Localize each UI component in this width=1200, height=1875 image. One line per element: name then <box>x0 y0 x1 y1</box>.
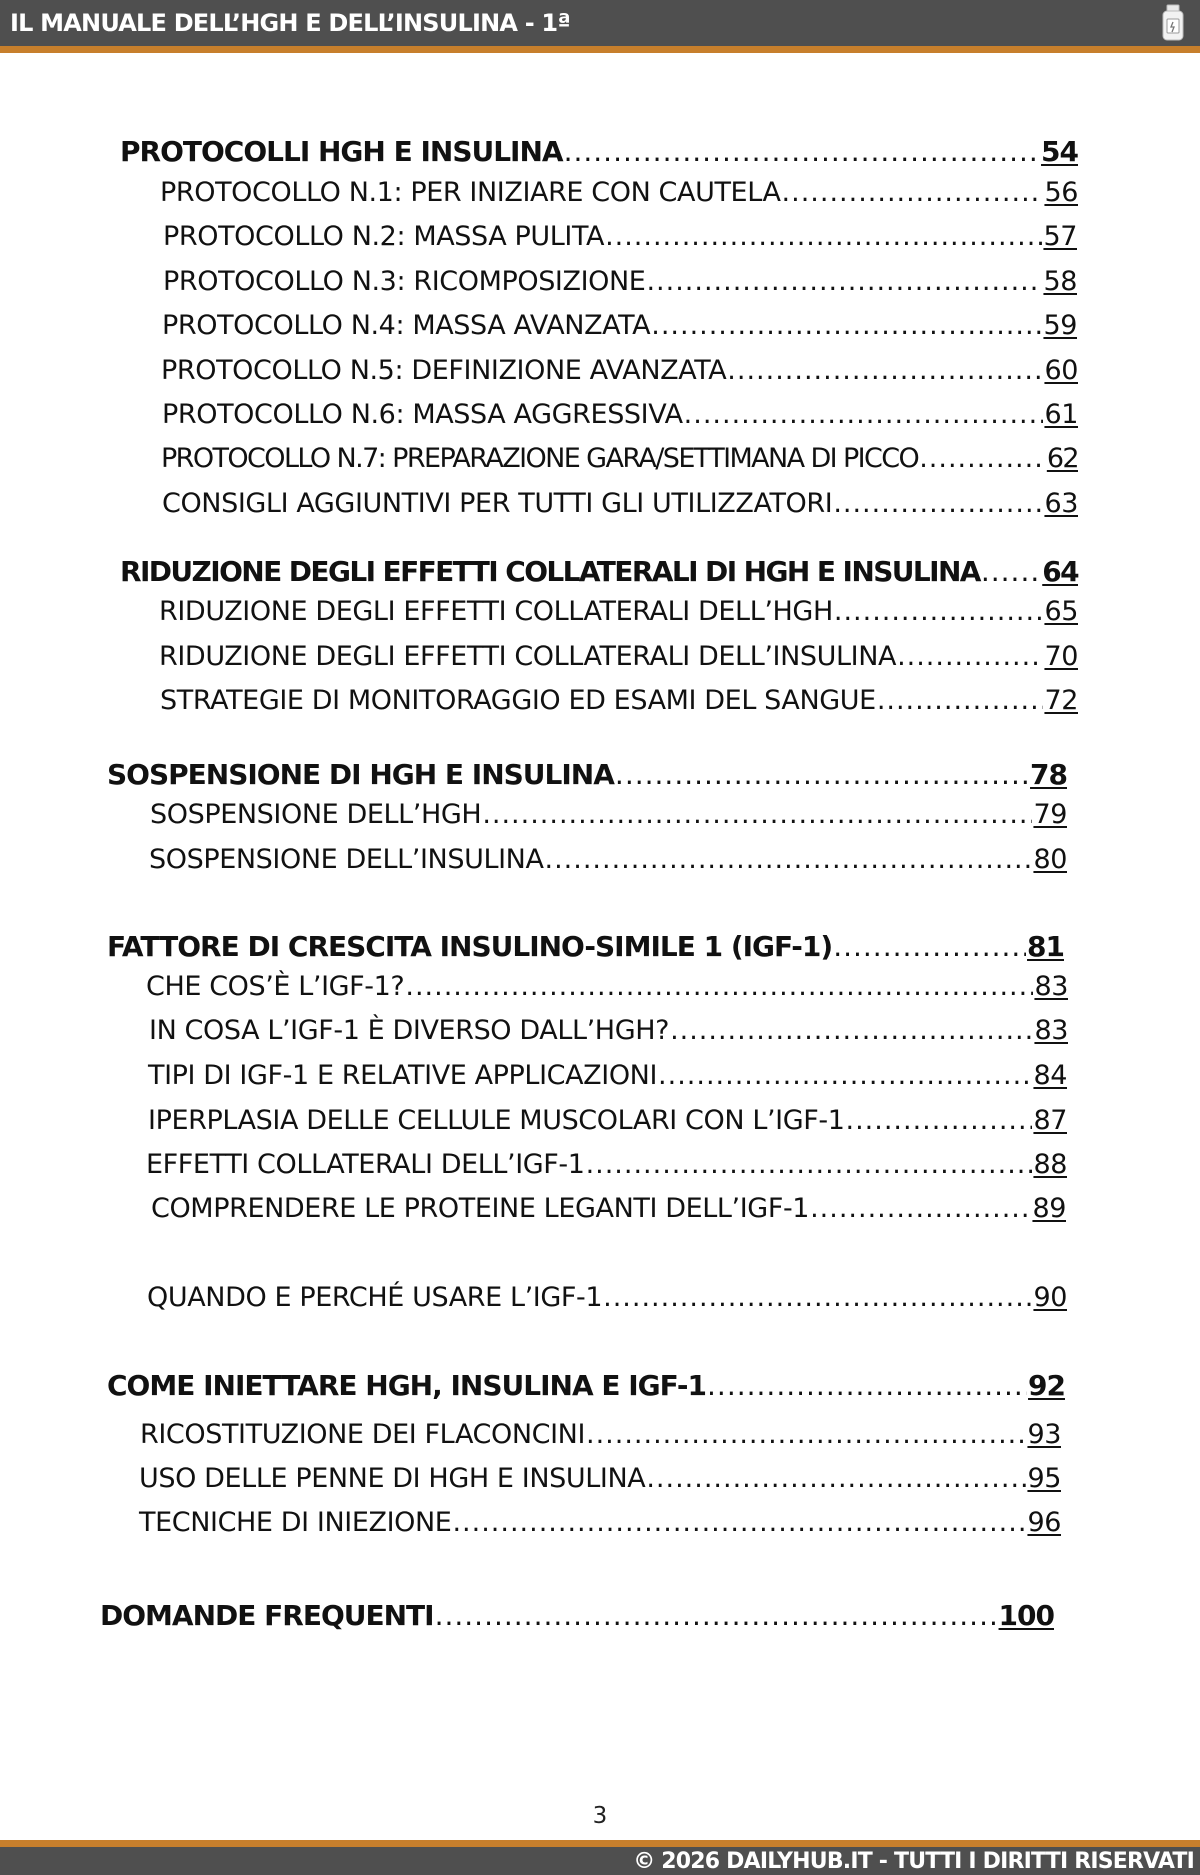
toc-item-title: TECNICHE DI INIEZIONE <box>139 1507 452 1538</box>
dot-leader <box>646 265 1042 299</box>
toc-page-link[interactable]: 60 <box>1044 355 1078 386</box>
toc-item[interactable] <box>140 1418 1061 1452</box>
dot-leader <box>684 398 1044 432</box>
toc-item[interactable] <box>148 1104 1067 1138</box>
toc-item-title: TIPI DI IGF-1 E RELATIVE APPLICAZIONI <box>148 1060 658 1091</box>
dot-leader <box>981 555 1041 589</box>
toc-page-link[interactable]: 90 <box>1033 1282 1067 1313</box>
dot-leader <box>605 220 1042 254</box>
dot-leader <box>833 930 1026 964</box>
toc-page-link[interactable]: 83 <box>1034 971 1068 1002</box>
toc-page-link[interactable]: 83 <box>1034 1015 1068 1046</box>
toc-section[interactable] <box>120 555 1078 589</box>
toc-item[interactable] <box>159 595 1078 629</box>
toc-item-title: STRATEGIE DI MONITORAGGIO ED ESAMI DEL SANGUE <box>160 685 876 716</box>
dot-leader <box>545 843 1033 877</box>
toc-section-title: FATTORE DI CRESCITA INSULINO-SIMILE 1 (IGF-1) <box>107 930 833 963</box>
toc-section-title: RIDUZIONE DEGLI EFFETTI COLLATERALI DI HGH E INSULINA <box>120 555 980 588</box>
dot-leader <box>846 1104 1033 1138</box>
toc-item-title: PROTOCOLLO N.7: PREPARAZIONE GARA/SETTIMANA DI PICCO <box>161 443 919 474</box>
toc-item-title: RICOSTITUZIONE DEI FLACONCINI <box>140 1419 586 1450</box>
toc-page-link[interactable]: 84 <box>1033 1060 1067 1091</box>
toc-item[interactable] <box>161 442 1078 476</box>
page-number: 3 <box>592 1803 608 1829</box>
toc-section-title: COME INIETTARE HGH, INSULINA E IGF-1 <box>107 1369 707 1402</box>
header-title: IL MANUALE DELL’HGH E DELL’INSULINA - 1ª <box>10 9 571 37</box>
dot-leader <box>833 487 1043 521</box>
dot-leader <box>586 1418 1026 1452</box>
toc-page-link[interactable]: 54 <box>1041 135 1078 168</box>
dot-leader <box>782 176 1044 210</box>
dot-leader <box>897 640 1043 674</box>
toc-item[interactable] <box>146 1148 1067 1182</box>
toc-item[interactable] <box>159 640 1078 674</box>
toc-item-title: RIDUZIONE DEGLI EFFETTI COLLATERALI DELL’INSULINA <box>159 641 897 672</box>
toc-page-link[interactable]: 93 <box>1027 1419 1061 1450</box>
toc-item[interactable] <box>149 843 1067 877</box>
toc-section[interactable] <box>107 758 1067 792</box>
toc-page-link[interactable]: 70 <box>1044 641 1078 672</box>
toc-item-title: IN COSA L’IGF-1 È DIVERSO DALL’HGH? <box>149 1015 670 1046</box>
page-footer <box>0 1840 1200 1875</box>
toc-item[interactable] <box>162 398 1078 432</box>
toc-item-title: SOSPENSIONE DELL’HGH <box>150 799 482 830</box>
dot-leader <box>651 309 1042 343</box>
toc-item[interactable] <box>162 487 1078 521</box>
toc-page-link[interactable]: 95 <box>1027 1463 1061 1494</box>
dot-leader <box>435 1599 998 1633</box>
toc-page-link[interactable]: 65 <box>1044 596 1078 627</box>
toc-section[interactable] <box>100 1599 1054 1633</box>
toc-page-link[interactable]: 88 <box>1033 1149 1067 1180</box>
toc-item[interactable] <box>139 1462 1061 1496</box>
dot-leader <box>615 758 1029 792</box>
dot-leader <box>586 1148 1033 1182</box>
dot-leader <box>603 1281 1032 1315</box>
toc-item[interactable] <box>139 1506 1061 1540</box>
dot-leader <box>405 970 1033 1004</box>
toc-item[interactable] <box>150 798 1067 832</box>
toc-page-link[interactable]: 100 <box>998 1599 1054 1632</box>
toc-item[interactable] <box>161 354 1078 388</box>
toc-page-link[interactable]: 80 <box>1033 844 1067 875</box>
toc-section-title: DOMANDE FREQUENTI <box>100 1599 434 1632</box>
toc-page-link[interactable]: 89 <box>1032 1193 1066 1224</box>
toc-page-link[interactable]: 64 <box>1042 555 1078 588</box>
toc-item-title: IPERPLASIA DELLE CELLULE MUSCOLARI CON L’IGF-1 <box>148 1105 845 1136</box>
toc-page-link[interactable]: 96 <box>1027 1507 1061 1538</box>
copyright-text: © 2026 DAILYHUB.IT - TUTTI I DIRITTI RISERVATI <box>633 1849 1194 1874</box>
toc-section[interactable] <box>107 1369 1065 1403</box>
dot-leader <box>727 354 1043 388</box>
toc-page-link[interactable]: 62 <box>1046 443 1078 474</box>
toc-item[interactable] <box>147 1281 1067 1315</box>
toc-page-link[interactable]: 63 <box>1044 488 1078 519</box>
toc-item-title: PROTOCOLLO N.1: PER INIZIARE CON CAUTELA <box>160 177 781 208</box>
dot-leader <box>564 135 1040 169</box>
toc-page-link[interactable]: 79 <box>1033 799 1067 830</box>
dot-leader <box>877 684 1044 718</box>
toc-item[interactable] <box>160 176 1078 210</box>
toc-section[interactable] <box>120 135 1078 169</box>
toc-item-title: RIDUZIONE DEGLI EFFETTI COLLATERALI DELL’HGH <box>159 596 833 627</box>
toc-page-link[interactable]: 57 <box>1043 221 1077 252</box>
toc-item[interactable] <box>163 220 1077 254</box>
toc-item-title: EFFETTI COLLATERALI DELL’IGF-1 <box>146 1149 585 1180</box>
toc-page-link[interactable]: 56 <box>1044 177 1078 208</box>
toc-item[interactable] <box>148 1059 1067 1093</box>
toc-item-title: COMPRENDERE LE PROTEINE LEGANTI DELL’IGF-1 <box>151 1193 810 1224</box>
toc-item[interactable] <box>163 265 1077 299</box>
dot-leader <box>810 1192 1031 1226</box>
toc-item[interactable] <box>160 684 1078 718</box>
toc-item-title: PROTOCOLLO N.2: MASSA PULITA <box>163 221 605 252</box>
toc-item-title: PROTOCOLLO N.4: MASSA AVANZATA <box>162 310 651 341</box>
toc-page-link[interactable]: 92 <box>1028 1369 1065 1402</box>
dot-leader <box>482 798 1032 832</box>
toc-item-title: QUANDO E PERCHÉ USARE L’IGF-1 <box>147 1282 603 1313</box>
toc-item-title: PROTOCOLLO N.5: DEFINIZIONE AVANZATA <box>161 355 727 386</box>
toc-item-title: PROTOCOLLO N.3: RICOMPOSIZIONE <box>163 266 646 297</box>
toc-page-link[interactable]: 61 <box>1044 399 1078 430</box>
toc-section[interactable] <box>107 930 1064 964</box>
dot-leader <box>452 1506 1026 1540</box>
toc-item[interactable] <box>146 970 1068 1004</box>
toc-page-link[interactable]: 58 <box>1043 266 1077 297</box>
dot-leader <box>658 1059 1032 1093</box>
dot-leader <box>834 595 1044 629</box>
toc-section-title: SOSPENSIONE DI HGH E INSULINA <box>107 758 614 791</box>
toc-item-title: PROTOCOLLO N.6: MASSA AGGRESSIVA <box>162 399 683 430</box>
toc-item[interactable] <box>162 309 1077 343</box>
dot-leader <box>670 1014 1033 1048</box>
toc-item-title: CONSIGLI AGGIUNTIVI PER TUTTI GLI UTILIZZATORI <box>162 488 833 519</box>
toc-page-link[interactable]: 87 <box>1033 1105 1067 1136</box>
toc-item[interactable] <box>149 1014 1068 1048</box>
dot-leader <box>646 1462 1026 1496</box>
toc-item-title: CHE COS’È L’IGF-1? <box>146 971 405 1002</box>
toc-item-title: SOSPENSIONE DELL’INSULINA <box>149 844 544 875</box>
toc-page-link[interactable]: 72 <box>1044 685 1078 716</box>
toc-page-link[interactable]: 78 <box>1030 758 1067 791</box>
toc-page-link[interactable]: 59 <box>1043 310 1077 341</box>
toc-item[interactable] <box>151 1192 1066 1226</box>
dot-leader <box>707 1369 1027 1403</box>
toc-page-link[interactable]: 81 <box>1027 930 1064 963</box>
toc-section-title: PROTOCOLLI HGH E INSULINA <box>120 135 563 168</box>
dot-leader <box>919 442 1046 476</box>
toc-item-title: USO DELLE PENNE DI HGH E INSULINA <box>139 1463 646 1494</box>
